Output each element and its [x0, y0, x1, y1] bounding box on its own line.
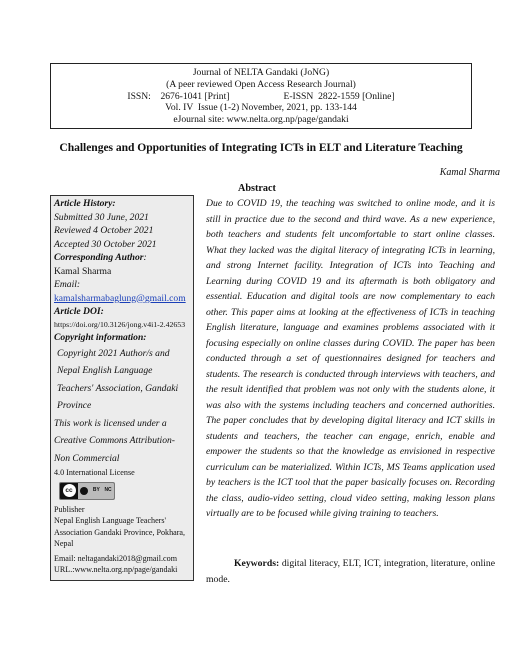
- copyright-label: Copyright information:: [54, 332, 147, 343]
- article-author: Kamal Sharma: [439, 167, 500, 178]
- cc-icon: cc: [60, 482, 78, 500]
- abstract-heading: Abstract: [238, 183, 276, 194]
- accepted-date: Accepted 30 October 2021: [54, 238, 157, 250]
- keywords-line: [206, 556, 495, 587]
- article-info-sidebar: [50, 195, 194, 581]
- by-nc-icon: BY NC: [78, 483, 114, 499]
- doi-label: Article DOI:: [54, 306, 104, 317]
- journal-name: Journal of NELTA Gandaki (JoNG): [192, 67, 330, 78]
- issn-print: ISSN: 2676-1041 [Print]: [127, 90, 230, 102]
- submitted-date: Submitted 30 June, 2021: [54, 211, 149, 223]
- journal-site: eJournal site: www.nelta.org.np/page/gandaki: [173, 114, 349, 126]
- article-title: Challenges and Opportunities of Integrating ICTs in ELT and Literature Teaching: [59, 141, 463, 154]
- publisher-email: Email: neltagandaki2018@gmail.com: [54, 553, 177, 563]
- email-label: Email:: [54, 279, 81, 290]
- license-text: This work is licensed under a Creative Commons Attribution- Non Commercial: [54, 417, 175, 464]
- issn-online: E-ISSN 2822-1559 [Online]: [283, 90, 395, 102]
- keywords-label: Keywords:: [234, 558, 280, 569]
- publisher-label: Publisher: [54, 504, 85, 514]
- publisher-url[interactable]: URL.:www.nelta.org.np/page/gandaki: [54, 565, 178, 574]
- journal-header-box: [50, 63, 472, 129]
- abstract-body: Due to COVID 19, the teaching was switched to online mode, and it is still in practice due to the second and third wave. As a new experience, both teachers and students felt uncomfortable to start online classes. What they lacked was the digital literacy of integrating ICTs in learning, and strong Internet facility. Integration of ICTs into Teaching and Learning during COVID 19 and its aftermath is both obligatory and essential. Education and digital tools are now complementary to each other. This paper aims at looking at the effectiveness of ICTs in teaching English literature, language and examines problems associated with it focusing especially on online classes during COVID. The paper has been conducted through a set of questionnaires designed for teachers and students. The research is conducted through interviews with teachers, and the result identified that problem was not only with the students alone, it was also with the systems including teachers and concerned authorities. The paper concludes that by developing digital literacy and ICT skills in students and teachers, the teacher can engage, enrich, enable and empower the students so that the knowledge as envisioned in respective curriculum can be materialized. Within ICTs, MS Teams application used by teachers is the ICT tool that the paper basically focuses on. Recording the class, audio-video setting, cloud video setting, making lesson plans virtually are to be focused while giving training to teachers.: [206, 198, 495, 519]
- issn-row: [51, 91, 471, 103]
- author-email-link[interactable]: kamalsharmabaglung@gmail.com: [54, 292, 186, 304]
- keywords-list: digital literacy, ELT, ICT, integration, literature, online mode.: [206, 558, 495, 585]
- cc-license-badge[interactable]: [59, 482, 115, 500]
- publisher-name: Nepal English Language Teachers' Association Gandaki Province, Pokhara, Nepal: [54, 516, 186, 548]
- author-name: Kamal Sharma: [54, 265, 112, 277]
- copyright-text: Copyright 2021 Author/s and Nepal English Language Teachers' Association, Gandaki Province: [57, 347, 179, 411]
- journal-volume: Vol. IV Issue (1-2) November, 2021, pp. 133-144: [165, 102, 357, 114]
- history-label: Article History:: [54, 198, 116, 209]
- corresponding-colon: :: [143, 252, 147, 263]
- reviewed-date: Reviewed 4 October 2021: [54, 225, 154, 236]
- license-version: 4.0 International License: [54, 468, 135, 477]
- doi-link[interactable]: https://doi.org/10.3126/jong.v4i1-2.42653: [54, 319, 186, 329]
- corresponding-label: Corresponding Author: [54, 252, 144, 263]
- corresponding-author-row: [54, 251, 190, 265]
- journal-subtitle: (A peer reviewed Open Access Research Journal): [166, 78, 356, 90]
